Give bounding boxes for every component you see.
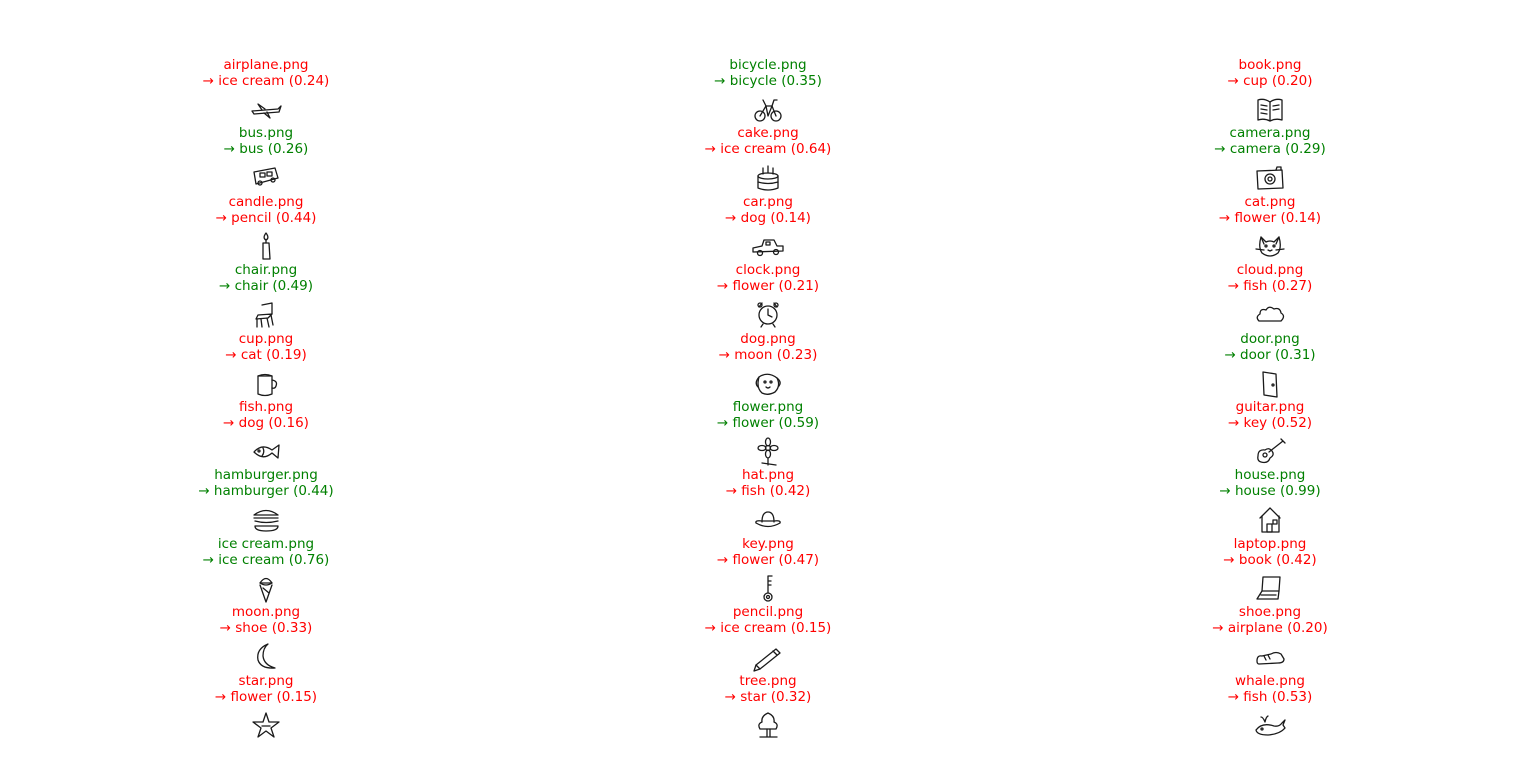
prediction-label: → house (0.99) — [1219, 483, 1321, 500]
result-cell — [116, 331, 416, 399]
image-filename: bus.png — [238, 125, 294, 142]
image-filename: clock.png — [735, 262, 801, 279]
fish-sketch-icon — [248, 436, 284, 466]
flower-sketch-icon — [750, 436, 786, 466]
image-filename: chair.png — [234, 262, 298, 279]
result-cell — [1120, 467, 1420, 535]
prediction-label: → ice cream (0.64) — [704, 141, 832, 158]
image-filename: hat.png — [741, 467, 795, 484]
moon-sketch-icon — [248, 641, 284, 671]
laptop-sketch-icon — [1252, 573, 1288, 603]
cloud-sketch-icon — [1252, 299, 1288, 329]
tree-sketch-icon — [750, 710, 786, 740]
cat-sketch-icon — [1252, 231, 1288, 261]
result-cell — [116, 125, 416, 193]
result-cell — [618, 57, 918, 125]
whale-sketch-icon — [1252, 710, 1288, 740]
airplane-sketch-icon — [248, 94, 284, 124]
result-cell — [1120, 125, 1420, 193]
result-cell — [116, 262, 416, 330]
image-filename: book.png — [1238, 57, 1302, 73]
image-filename: door.png — [1240, 330, 1300, 347]
result-cell — [618, 194, 918, 262]
image-filename: candle.png — [228, 193, 304, 210]
prediction-label: → door (0.31) — [1224, 346, 1316, 363]
image-filename: whale.png — [1235, 672, 1305, 689]
result-cell — [1120, 399, 1420, 467]
result-cell — [1120, 536, 1420, 604]
image-filename: flower.png — [732, 399, 804, 415]
prediction-label: → book (0.42) — [1223, 551, 1317, 568]
image-filename: dog.png — [740, 330, 796, 347]
result-cell — [1120, 604, 1420, 672]
prediction-label: → ice cream (0.24) — [202, 73, 330, 89]
image-filename: bicycle.png — [729, 57, 807, 73]
image-filename: cloud.png — [1236, 262, 1304, 279]
bus-sketch-icon — [248, 162, 284, 192]
cup-sketch-icon — [248, 368, 284, 398]
result-cell — [618, 673, 918, 741]
shoe-sketch-icon — [1252, 641, 1288, 671]
chair-sketch-icon — [248, 299, 284, 329]
prediction-label: → fish (0.27) — [1227, 278, 1313, 295]
image-filename: key.png — [742, 535, 794, 552]
prediction-label: → star (0.32) — [724, 688, 812, 705]
camera-sketch-icon — [1252, 162, 1288, 192]
car-sketch-icon — [750, 231, 786, 261]
prediction-label: → cup (0.20) — [1227, 73, 1313, 89]
prediction-label: → dog (0.16) — [223, 415, 309, 431]
prediction-label: → shoe (0.33) — [219, 620, 313, 637]
result-cell — [116, 194, 416, 262]
image-filename: cake.png — [737, 125, 799, 142]
result-cell — [618, 604, 918, 672]
pencil-sketch-icon — [750, 641, 786, 671]
image-filename: camera.png — [1229, 125, 1311, 142]
book-sketch-icon — [1252, 94, 1288, 124]
result-cell — [116, 57, 416, 125]
result-cell — [1120, 262, 1420, 330]
prediction-label: → camera (0.29) — [1214, 141, 1326, 158]
result-cell — [1120, 673, 1420, 741]
image-filename: ice cream.png — [217, 535, 315, 552]
prediction-label: → flower (0.59) — [716, 415, 820, 431]
star-sketch-icon — [248, 710, 284, 740]
image-filename: fish.png — [238, 399, 294, 415]
prediction-label: → chair (0.49) — [218, 278, 314, 295]
prediction-label: → ice cream (0.15) — [704, 620, 832, 637]
image-filename: airplane.png — [223, 57, 309, 73]
result-cell — [618, 331, 918, 399]
result-cell — [1120, 57, 1420, 125]
dog-sketch-icon — [750, 368, 786, 398]
image-filename: pencil.png — [732, 604, 804, 621]
image-filename: shoe.png — [1238, 604, 1302, 621]
image-filename: moon.png — [231, 604, 301, 621]
image-filename: car.png — [743, 193, 793, 210]
hat-sketch-icon — [750, 504, 786, 534]
result-cell — [618, 125, 918, 193]
prediction-label: → cat (0.19) — [225, 346, 307, 363]
ice-cream-sketch-icon — [248, 573, 284, 603]
prediction-label: → flower (0.14) — [1218, 209, 1322, 226]
prediction-label: → flower (0.21) — [716, 278, 820, 295]
result-cell — [1120, 194, 1420, 262]
prediction-label: → dog (0.14) — [725, 209, 811, 226]
clock-sketch-icon — [750, 299, 786, 329]
prediction-label: → fish (0.53) — [1227, 688, 1313, 705]
result-cell — [116, 467, 416, 535]
image-filename: laptop.png — [1233, 535, 1307, 552]
hamburger-sketch-icon — [248, 504, 284, 534]
image-filename: guitar.png — [1235, 399, 1305, 415]
image-filename: cat.png — [1244, 193, 1296, 210]
bicycle-sketch-icon — [750, 94, 786, 124]
house-sketch-icon — [1252, 504, 1288, 534]
prediction-label: → key (0.52) — [1227, 415, 1313, 431]
key-sketch-icon — [750, 573, 786, 603]
image-filename: hamburger.png — [214, 467, 318, 484]
prediction-label: → pencil (0.44) — [215, 209, 317, 226]
result-cell — [116, 604, 416, 672]
candle-sketch-icon — [248, 231, 284, 261]
image-filename: house.png — [1234, 467, 1306, 484]
prediction-label: → hamburger (0.44) — [198, 483, 334, 500]
image-filename: star.png — [238, 672, 294, 689]
prediction-label: → bicycle (0.35) — [714, 73, 822, 89]
result-cell — [116, 673, 416, 741]
image-filename: cup.png — [238, 330, 294, 347]
door-sketch-icon — [1252, 368, 1288, 398]
prediction-label: → airplane (0.20) — [1212, 620, 1328, 637]
prediction-label: → flower (0.15) — [214, 688, 318, 705]
result-cell — [618, 536, 918, 604]
cake-sketch-icon — [750, 162, 786, 192]
prediction-label: → fish (0.42) — [725, 483, 811, 500]
guitar-sketch-icon — [1252, 436, 1288, 466]
prediction-label: → moon (0.23) — [718, 346, 818, 363]
result-cell — [618, 262, 918, 330]
image-filename: tree.png — [739, 672, 797, 689]
result-cell — [116, 399, 416, 467]
result-cell — [116, 536, 416, 604]
result-cell — [618, 467, 918, 535]
prediction-label: → flower (0.47) — [716, 551, 820, 568]
prediction-label: → bus (0.26) — [223, 141, 309, 158]
result-cell — [1120, 331, 1420, 399]
prediction-label: → ice cream (0.76) — [202, 551, 330, 568]
result-cell — [618, 399, 918, 467]
